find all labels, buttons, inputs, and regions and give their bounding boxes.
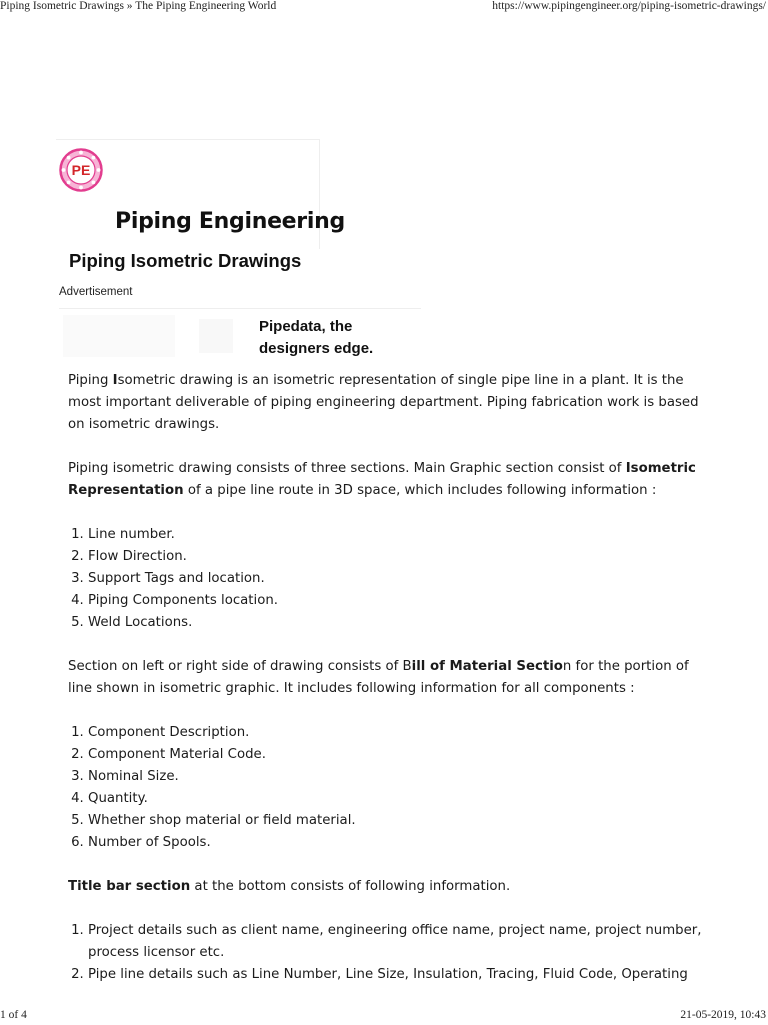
print-header-title: Piping Isometric Drawings » The Piping Engineering World (0, 0, 277, 12)
print-footer (0, 1009, 768, 1025)
bold-text: Isometric Representation (68, 461, 696, 498)
article-body (68, 370, 708, 1008)
print-header (0, 0, 768, 16)
text-run: at the bottom consists of following information. (190, 879, 511, 894)
ad-headline-line1: Pipedata, the (259, 318, 353, 335)
list-item: 3. Support Tags and location. (88, 568, 708, 590)
list-item: 4. Piping Components location. (88, 590, 708, 612)
list-item: 2. Component Material Code. (88, 744, 708, 766)
list-item: 2. Flow Direction. (88, 546, 708, 568)
intro-paragraph (68, 370, 708, 436)
list-item: 3. Nominal Size. (88, 766, 708, 788)
advertisement-banner[interactable] (59, 308, 421, 358)
bom-paragraph (68, 656, 708, 700)
bold-text: Title bar section (68, 879, 191, 894)
bold-text: ill of Material Sectio (411, 659, 563, 674)
print-datetime: 21-05-2019, 10:43 (680, 1009, 766, 1021)
list-item: 1. Project details such as client name, engineering office name, project name, project number, process licensor etc. (88, 920, 708, 964)
graphic-info-list (68, 524, 708, 634)
text-run: of a pipe line route in 3D space, which includes following information : (183, 483, 657, 498)
page-counter: 1 of 4 (0, 1009, 27, 1021)
pe-logo-icon (57, 148, 105, 192)
ad-headline-line2: designers edge. (259, 340, 374, 357)
text-run: Piping isometric drawing consists of three sections. Main Graphic section consist of (68, 461, 626, 476)
list-item: 4. Quantity. (88, 788, 708, 810)
page-title: Piping Isometric Drawings (69, 250, 302, 271)
text-run: Section on left or right side of drawing consists of B (68, 659, 412, 674)
list-item: 2. Pipe line details such as Line Number, Line Size, Insulation, Tracing, Fluid Code, Operating (88, 964, 708, 986)
logo-badge-text: PE (71, 162, 91, 178)
text-run: sometric drawing is an isometric representation of single pipe line in a plant. It is the most important deliverable of piping engineering department. Piping fabrication work is based on isometric drawings. (68, 373, 699, 432)
list-item: 6. Number of Spools. (88, 832, 708, 854)
title-bar-paragraph (68, 876, 708, 898)
list-item: 1. Component Description. (88, 722, 708, 744)
list-item: 1. Line number. (88, 524, 708, 546)
list-item: 5. Whether shop material or field material. (88, 810, 708, 832)
site-name: Piping Engineering (115, 209, 345, 234)
site-logo[interactable] (56, 139, 345, 249)
text-run: Piping (68, 373, 113, 388)
list-item: 5. Weld Locations. (88, 612, 708, 634)
title-bar-info-list (68, 920, 708, 986)
print-header-url: https://www.pipingengineer.org/piping-isometric-drawings/ (492, 0, 766, 12)
bom-info-list (68, 722, 708, 854)
sections-paragraph (68, 458, 708, 502)
ad-image (199, 319, 233, 353)
ad-headline[interactable] (259, 316, 409, 360)
advertisement-label: Advertisement (59, 286, 133, 298)
bold-text: I (112, 373, 118, 388)
text-run: n for the portion of line shown in isometric graphic. It includes following information for all components : (68, 659, 689, 696)
ad-image (63, 315, 175, 357)
